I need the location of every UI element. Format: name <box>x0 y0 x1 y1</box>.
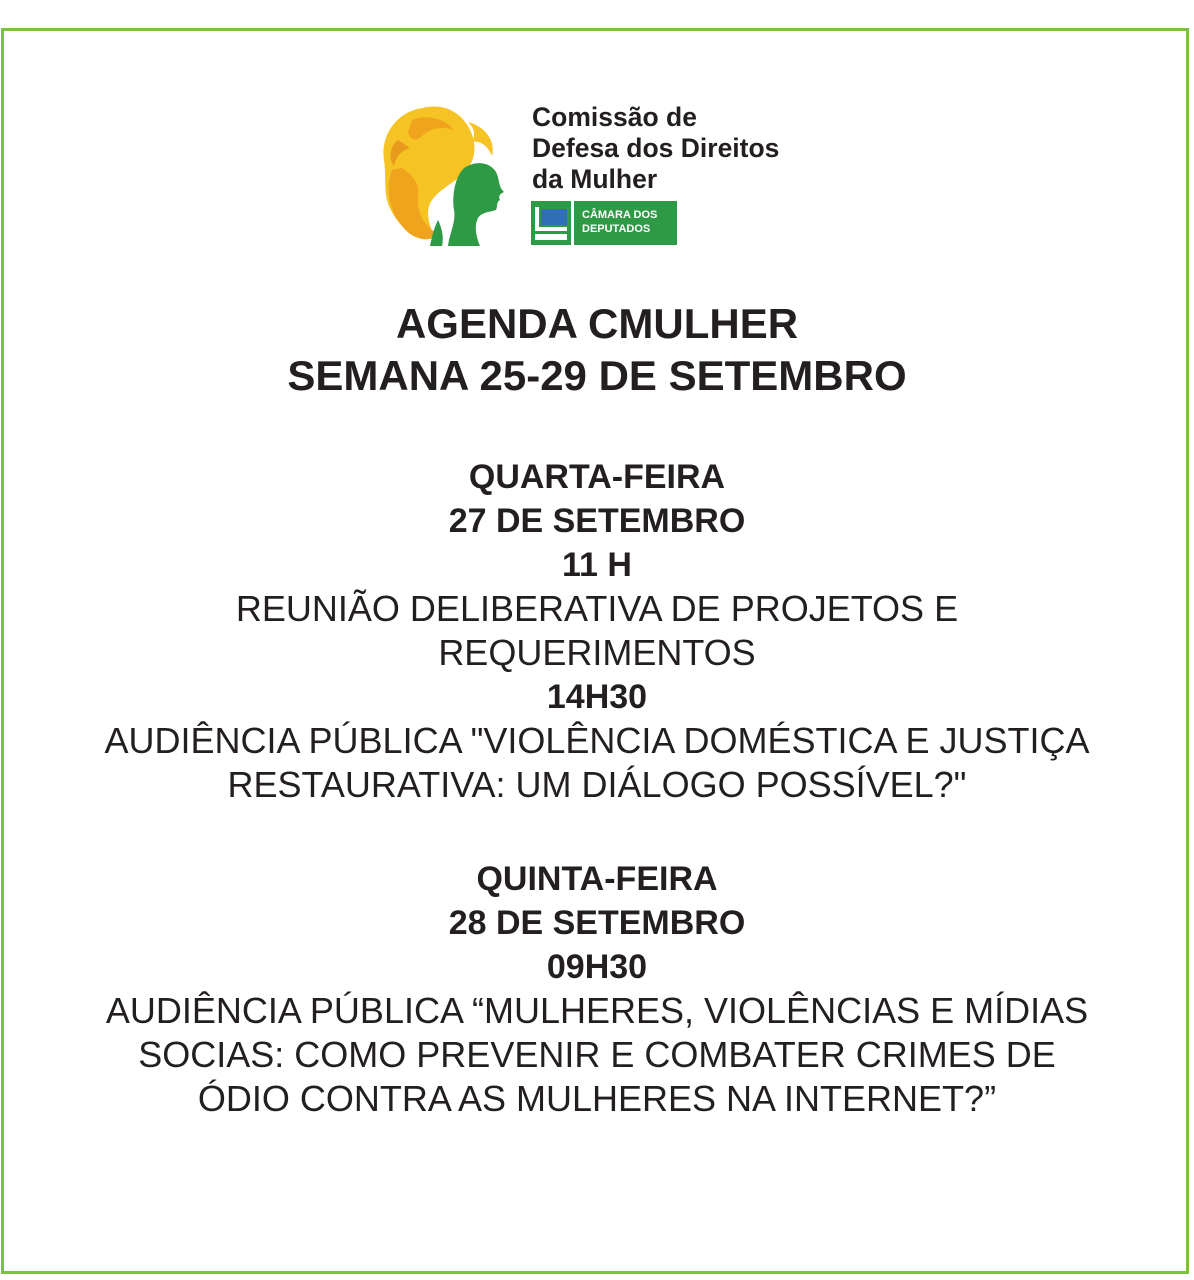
day-weekday: QUARTA-FEIRA <box>468 458 726 496</box>
commission-logo <box>372 100 842 250</box>
camara-building-icon <box>531 201 571 245</box>
camara-badge <box>531 201 677 245</box>
agenda-title <box>0 298 1194 402</box>
day-thursday <box>0 857 1194 1121</box>
event-time: 11 H <box>562 546 632 584</box>
day-date: 28 DE SETEMBRO <box>448 904 746 942</box>
commission-name <box>532 102 779 195</box>
camara-badge-text <box>574 201 677 245</box>
event-description-line: AUDIÊNCIA PÚBLICA “MULHERES, VIOLÊNCIAS E MÍDIAS <box>105 990 1089 1031</box>
event-description-line: SOCIAS: COMO PREVENIR E COMBATER CRIMES DE <box>138 1034 1056 1075</box>
agenda-title-line-1: AGENDA CMULHER <box>395 300 799 347</box>
event-description-line: RESTAURATIVA: UM DIÁLOGO POSSÍVEL?" <box>227 764 967 805</box>
agenda-title-line-2: SEMANA 25-29 DE SETEMBRO <box>287 352 907 399</box>
event-description-line: ÓDIO CONTRA AS MULHERES NA INTERNET?” <box>197 1078 997 1119</box>
commission-name-line-2: Defesa dos Direitos <box>532 133 780 163</box>
woman-profile-logo-icon <box>372 100 522 250</box>
day-date: 27 DE SETEMBRO <box>448 502 746 540</box>
event-description-line: REQUERIMENTOS <box>438 632 756 673</box>
camara-badge-line-2: DEPUTADOS <box>582 223 651 235</box>
event-description-line: AUDIÊNCIA PÚBLICA "VIOLÊNCIA DOMÉSTICA E JUSTIÇA <box>104 720 1090 761</box>
commission-name-line-1: Comissão de <box>532 102 697 132</box>
event-description-line: REUNIÃO DELIBERATIVA DE PROJETOS E <box>235 588 959 629</box>
day-weekday: QUINTA-FEIRA <box>476 860 718 898</box>
camara-badge-line-1: CÂMARA DOS <box>582 209 658 221</box>
commission-name-line-3: da Mulher <box>532 164 658 194</box>
event-time: 09H30 <box>546 948 648 986</box>
event-time: 14H30 <box>546 678 648 716</box>
day-wednesday <box>0 455 1194 807</box>
